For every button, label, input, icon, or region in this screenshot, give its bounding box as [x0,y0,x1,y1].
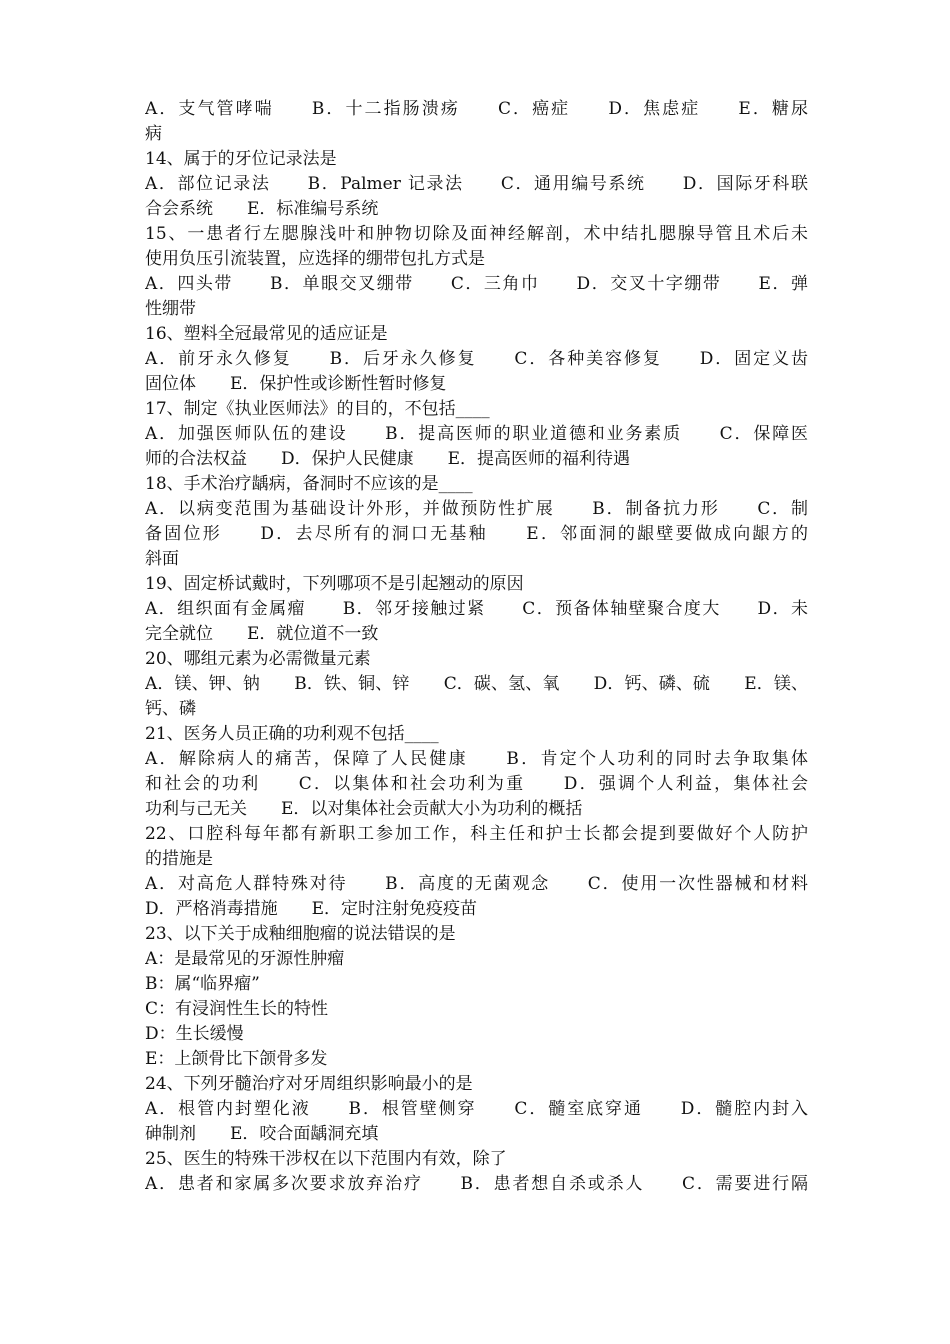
text-line: 固位体 E．保护性或诊断性暂时修复 [145,374,447,394]
option-line: E：上颌骨比下颌骨多发 [145,1049,328,1069]
text-line: A．以病变范围为基础设计外形，并做预防性扩展 B．制备抗力形 C．制 [145,499,808,519]
question-stem: 20、哪组元素为必需微量元素 [145,649,371,669]
text-line: A．根管内封塑化液 B．根管壁侧穿 C．髓室底穿通 D．髓腔内封入 [145,1099,808,1119]
document-body [145,97,808,1197]
text-line: 钙、磷 [145,699,196,719]
text-line: 砷制剂 E．咬合面龋洞充填 [145,1124,379,1144]
option-line: B：属“临界瘤” [145,974,260,994]
text-line: A．支气管哮喘 B．十二指肠溃疡 C．癌症 D．焦虑症 E．糖尿 [145,99,808,119]
option-line: C：有浸润性生长的特性 [145,999,329,1019]
question-stem: 23、以下关于成釉细胞瘤的说法错误的是 [145,924,456,944]
text-line: A．对高危人群特殊对待 B．高度的无菌观念 C．使用一次性器械和材料 [145,874,808,894]
text-line: A．加强医师队伍的建设 B．提高医师的职业道德和业务素质 C．保障医 [145,424,808,444]
text-line: 病 [145,124,162,144]
text-line: A．解除病人的痛苦，保障了人民健康 B．肯定个人功利的同时去争取集体 [145,749,808,769]
text-line: A．四头带 B．单眼交叉绷带 C．三角巾 D．交叉十字绷带 E．弹 [145,274,808,294]
question-stem: 14、属于的牙位记录法是 [145,149,337,169]
text-line: 的措施是 [145,849,213,869]
text-line: A．镁、钾、钠 B．铁、铜、锌 C．碳、氢、氧 D．钙、磷、硫 E．镁、 [145,674,808,694]
text-line: 斜面 [145,549,179,569]
text-line: 功利与己无关 E．以对集体社会贡献大小为功利的概括 [145,799,583,819]
question-stem: 15、一患者行左腮腺浅叶和肿物切除及面神经解剖，术中结扎腮腺导管且术后未 [145,224,808,244]
text-line: A．组织面有金属瘤 B．邻牙接触过紧 C．预备体轴壁聚合度大 D．未 [145,599,808,619]
question-stem: 25、医生的特殊干涉权在以下范围内有效，除了 [145,1149,507,1169]
option-line: A：是最常见的牙源性肿瘤 [145,949,345,969]
text-line: 性绷带 [145,299,196,319]
question-stem: 24、下列牙髓治疗对牙周组织影响最小的是 [145,1074,473,1094]
text-line: 完全就位 E．就位道不一致 [145,624,379,644]
text-line: 师的合法权益 D．保护人民健康 E．提高医师的福利待遇 [145,449,631,469]
text-line: 合会系统 E．标准编号系统 [145,199,379,219]
text-line: A．前牙永久修复 B．后牙永久修复 C．各种美容修复 D．固定义齿 [145,349,808,369]
question-stem: 18、手术治疗龋病，备洞时不应该的是____ [145,474,473,494]
question-stem: 22、口腔科每年都有新职工参加工作，科主任和护士长都会提到要做好个人防护 [145,824,808,844]
text-line: 使用负压引流装置，应选择的绷带包扎方式是 [145,249,485,269]
question-stem: 19、固定桥试戴时，下列哪项不是引起翘动的原因 [145,574,524,594]
option-line: D：生长缓慢 [145,1024,244,1044]
text-line: 和社会的功利 C．以集体和社会功利为重 D．强调个人利益，集体社会 [145,774,808,794]
text-line: 备固位形 D．去尽所有的洞口无基釉 E．邻面洞的龈壁要做成向龈方的 [145,524,808,544]
question-stem: 17、制定《执业医师法》的目的，不包括____ [145,399,490,419]
question-stem: 21、医务人员正确的功利观不包括____ [145,724,439,744]
question-stem: 16、塑料全冠最常见的适应证是 [145,324,388,344]
text-line: A．患者和家属多次要求放弃治疗 B．患者想自杀或杀人 C．需要进行隔 [145,1174,808,1194]
text-line: A．部位记录法 B．Palmer 记录法 C．通用编号系统 D．国际牙科联 [145,174,808,194]
text-line: D．严格消毒措施 E．定时注射免疫疫苗 [145,899,478,919]
